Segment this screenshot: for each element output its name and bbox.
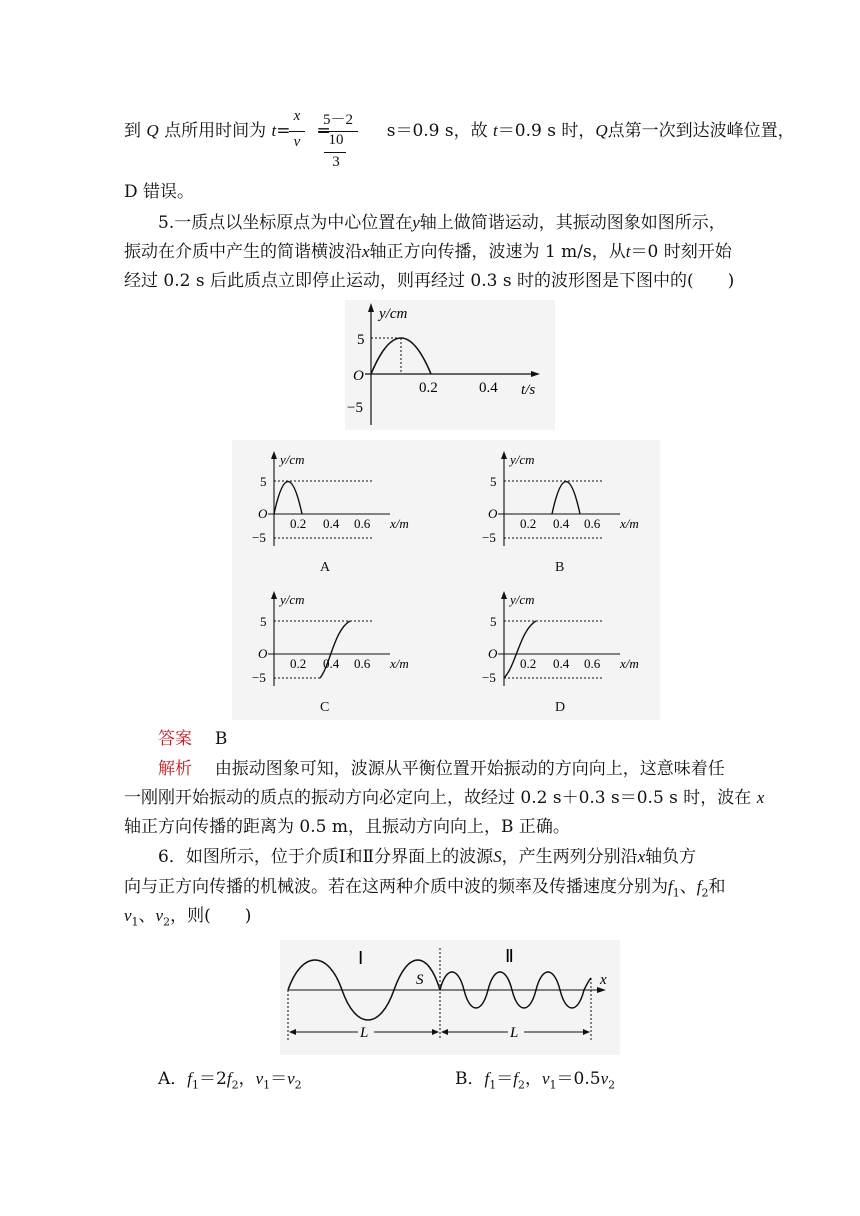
svg-text:O: O — [488, 646, 498, 661]
origin-label: O — [353, 368, 364, 384]
wave-figure — [280, 940, 620, 1055]
option-c-label: C — [320, 700, 330, 715]
svg-text:0.4: 0.4 — [553, 656, 570, 671]
length-1-label: L — [360, 1025, 369, 1041]
medium-1-label: Ⅰ — [358, 948, 364, 968]
svg-text:O: O — [258, 646, 268, 661]
svg-text:0.6: 0.6 — [584, 516, 601, 531]
analysis-line-3: 轴正方向传播的距离为 0.5 m，且振动方向向上，B 正确。 — [124, 817, 570, 837]
answer-label: 答案 — [158, 729, 192, 749]
medium-2-label: Ⅱ — [505, 946, 514, 966]
question-6-line-1: 6．如图所示，位于介质Ⅰ和Ⅱ分界面上的波源S，产生两列分别沿x轴负方 — [158, 847, 697, 867]
y-tick-neg: −5 — [347, 400, 363, 416]
svg-text:−5: −5 — [252, 530, 266, 545]
option-c-graph — [250, 588, 420, 688]
analysis-label: 解析 — [158, 759, 192, 779]
axis-x-label: x — [600, 972, 607, 988]
option-a-graph — [250, 448, 420, 548]
answer-line — [158, 728, 227, 750]
svg-text:0.4: 0.4 — [553, 516, 570, 531]
source-label: S — [416, 972, 424, 988]
svg-text:−5: −5 — [482, 670, 496, 685]
svg-text:0.2: 0.2 — [520, 516, 537, 531]
svg-text:0.4: 0.4 — [323, 656, 340, 671]
option-b-graph — [480, 448, 650, 548]
x-tick-0.4: 0.4 — [479, 380, 498, 396]
option-a-label: A — [320, 560, 331, 575]
svg-text:x/m: x/m — [620, 516, 639, 531]
choice-a[interactable]: A．$f_1=2f_2$，$v_1=v_2$ — [158, 1069, 302, 1092]
svg-text:0.2: 0.2 — [290, 656, 307, 671]
svg-text:O: O — [488, 506, 498, 521]
vibration-graph — [345, 300, 555, 430]
svg-text:y/cm: y/cm — [510, 452, 535, 467]
question-6-line-2: 向与正方向传播的机械波。若在这两种介质中波的频率及传播速度分别为$f_1$、$f_2$和 — [124, 877, 726, 900]
svg-text:−5: −5 — [482, 530, 496, 545]
svg-text:5: 5 — [260, 474, 267, 489]
answer-value: B — [214, 729, 228, 749]
svg-text:y/cm: y/cm — [280, 592, 305, 607]
svg-text:−5: −5 — [252, 670, 266, 685]
question-5-line-1: 5.一质点以坐标原点为中心位置在y轴上做简谐运动，其振动图象如图所示， — [158, 213, 726, 233]
svg-text:0.6: 0.6 — [354, 656, 371, 671]
svg-text:0.6: 0.6 — [584, 656, 601, 671]
svg-text:O: O — [258, 506, 268, 521]
analysis-line-1: 解析 由振动图象可知，波源从平衡位置开始振动的方向向上，这意味着任 — [158, 759, 725, 779]
svg-text:y/cm: y/cm — [280, 452, 305, 467]
svg-text:5: 5 — [490, 614, 497, 629]
x-axis-label: t/s — [521, 382, 536, 398]
question-5-line-2: 振动在介质中产生的简谐横波沿x轴正方向传播，波速为 1 m/s，从t＝0 时刻开始 — [124, 242, 732, 262]
x-tick-0.2: 0.2 — [419, 380, 438, 396]
option-b-label: B — [555, 560, 565, 575]
svg-text:0.4: 0.4 — [323, 516, 340, 531]
choice-b[interactable]: B．$f_1=f_2$，$v_1=0.5v_2$ — [455, 1069, 616, 1092]
question-5-line-3: 经过 0.2 s 后此质点立即停止运动，则再经过 0.3 s 时的波形图是下图中的( ) — [124, 271, 735, 291]
svg-text:x/m: x/m — [390, 516, 409, 531]
paragraph-line: D 错误。 — [124, 182, 195, 202]
length-2-label: L — [510, 1025, 519, 1041]
fraction-numerator-x: x — [293, 108, 301, 124]
svg-text:x/m: x/m — [390, 656, 409, 671]
analysis-line-2: 一刚刚开始振动的质点的振动方向必定向上，故经过 0.2 s＋0.3 s＝0.5 s 时，波在 x — [124, 788, 765, 808]
svg-text:0.2: 0.2 — [520, 656, 537, 671]
svg-text:y/cm: y/cm — [510, 592, 535, 607]
svg-text:0.6: 0.6 — [354, 516, 371, 531]
y-tick-pos: 5 — [357, 332, 365, 348]
svg-text:0.2: 0.2 — [290, 516, 307, 531]
fraction-numerator: 5－2 — [322, 112, 353, 128]
svg-text:x/m: x/m — [620, 656, 639, 671]
svg-text:5: 5 — [490, 474, 497, 489]
fraction-denominator-top: 10 — [328, 132, 344, 148]
paragraph-line: 到 Q 点所用时间为 t= = s＝0.9 s，故 t＝0.9 s 时，Q点第一次到达波峰位置， — [124, 121, 795, 141]
option-d-label: D — [555, 700, 566, 715]
fraction-denominator-v: v — [293, 134, 301, 150]
svg-text:5: 5 — [260, 614, 267, 629]
option-d-graph — [480, 588, 650, 688]
question-6-line-3: $v_1$、$v_2$，则( ) — [124, 906, 252, 929]
y-axis-label: y/cm — [379, 306, 408, 322]
fraction-denominator-bottom: 3 — [332, 154, 340, 170]
